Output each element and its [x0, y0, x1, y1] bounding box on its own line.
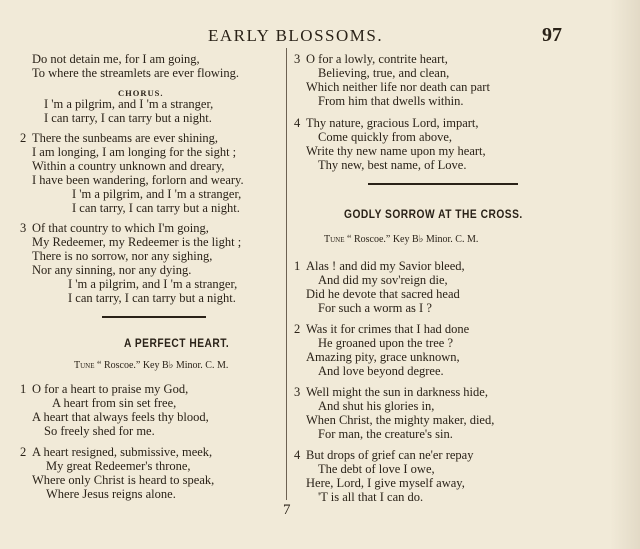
section-divider [102, 316, 206, 318]
verse-line: Well might the sun in darkness hide, [306, 385, 488, 399]
stanza-number: 2 [294, 322, 301, 336]
verse-line: There the sunbeams are ever shining, [32, 131, 219, 145]
hymn-title: A PERFECT HEART. [124, 336, 230, 350]
verse-line: Was it for crimes that I had done [306, 322, 470, 336]
chorus-line: I 'm a pilgrim, and I 'm a stranger, [44, 97, 214, 111]
stanza-number: 2 [20, 131, 27, 145]
verse-line: Amazing pity, grace unknown, [306, 350, 460, 364]
refrain-line: I 'm a pilgrim, and I 'm a stranger, [68, 277, 238, 291]
verse-line: And did my sov'reign die, [318, 273, 448, 287]
verse-line: Where only Christ is heard to speak, [32, 473, 215, 487]
verse-line: I am longing, I am longing for the sight ; [32, 145, 237, 159]
tune-label: Tune [74, 360, 95, 371]
verse-line: When Christ, the mighty maker, died, [306, 413, 495, 427]
verse-line: Alas ! and did my Savior bleed, [306, 259, 465, 273]
refrain-line: I 'm a pilgrim, and I 'm a stranger, [72, 187, 242, 201]
verse-line: Of that country to which I'm going, [32, 221, 209, 235]
stanza-number: 3 [20, 221, 27, 235]
verse-line: O for a heart to praise my God, [32, 382, 189, 396]
verse-line: To where the streamlets are ever flowing. [32, 66, 240, 80]
stanza-number: 2 [20, 445, 27, 459]
refrain-line: I can tarry, I can tarry but a night. [68, 291, 236, 305]
column-divider [286, 48, 287, 500]
verse-line: Which neither life nor death can part [306, 80, 490, 94]
verse-line: My great Redeemer's throne, [46, 459, 191, 473]
stanza-number: 3 [294, 52, 301, 66]
stanza-number: 4 [294, 116, 301, 130]
refrain-line: I can tarry, I can tarry but a night. [72, 201, 240, 215]
verse-line: O for a lowly, contrite heart, [306, 52, 448, 66]
verse-line: I have been wandering, forlorn and weary. [32, 173, 244, 187]
verse-line: Believing, true, and clean, [318, 66, 450, 80]
page-number: 97 [542, 24, 562, 46]
signature-mark: 7 [283, 502, 291, 518]
verse-line: For man, the creature's sin. [318, 427, 453, 441]
verse-line: 'T is all that I can do. [318, 490, 424, 504]
verse-line: Within a country unknown and dreary, [32, 159, 225, 173]
verse-line: But drops of grief can ne'er repay [306, 448, 474, 462]
verse-line: A heart that always feels thy blood, [32, 410, 209, 424]
page-edge-shadow [610, 0, 640, 549]
verse-line: And love beyond degree. [318, 364, 444, 378]
verse-line: Write thy new name upon my heart, [306, 144, 486, 158]
chorus-label: CHORUS. [118, 88, 164, 98]
stanza-number: 1 [294, 259, 301, 273]
verse-line: The debt of love I owe, [318, 462, 435, 476]
verse-line: From him that dwells within. [318, 94, 464, 108]
chorus-line: I can tarry, I can tarry but a night. [44, 111, 212, 125]
verse-line: Thy new, best name, of Love. [318, 158, 467, 172]
verse-line: There is no sorrow, nor any sighing, [32, 249, 213, 263]
tune-info [324, 234, 478, 245]
verse-line: Nor any sinning, nor any dying. [32, 263, 192, 277]
verse-line: Thy nature, gracious Lord, impart, [306, 116, 479, 130]
verse-line: A heart resigned, submissive, meek, [32, 445, 213, 459]
stanza-number: 3 [294, 385, 301, 399]
tune-details: “ Roscoe.” Key B♭ Minor. C. M. [347, 234, 479, 245]
verse-line: And shut his glories in, [318, 399, 435, 413]
verse-line: Do not detain me, for I am going, [32, 52, 200, 66]
verse-line: For such a worm as I ? [318, 301, 432, 315]
verse-line: So freely shed for me. [44, 424, 155, 438]
page-header [0, 24, 640, 48]
verse-line: A heart from sin set free, [52, 396, 177, 410]
running-title: EARLY BLOSSOMS. [208, 26, 384, 45]
verse-line: Here, Lord, I give myself away, [306, 476, 465, 490]
verse-line: He groaned upon the tree ? [318, 336, 454, 350]
stanza-number: 4 [294, 448, 301, 462]
verse-line: My Redeemer, my Redeemer is the light ; [32, 235, 242, 249]
tune-label: Tune [324, 234, 345, 245]
tune-info [74, 360, 228, 371]
verse-line: Come quickly from above, [318, 130, 452, 144]
verse-line: Did he devote that sacred head [306, 287, 460, 301]
verse-line: Where Jesus reigns alone. [46, 487, 176, 501]
stanza-number: 1 [20, 382, 27, 396]
section-divider [368, 183, 518, 185]
tune-details: “ Roscoe.” Key B♭ Minor. C. M. [97, 360, 229, 371]
hymn-title: GODLY SORROW AT THE CROSS. [344, 207, 523, 221]
